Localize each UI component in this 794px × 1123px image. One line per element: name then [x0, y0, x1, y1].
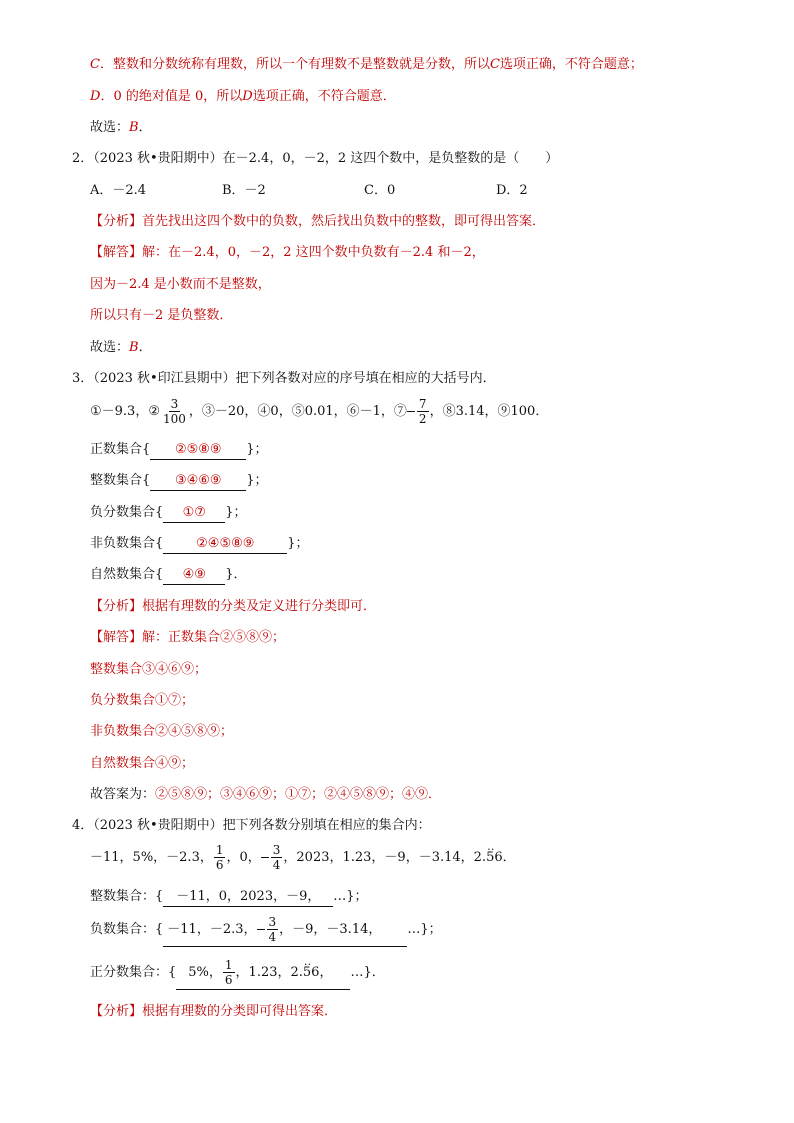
- q3-set-non-negative: 非负数集合{ ②④⑤⑧⑨ }；: [90, 535, 309, 554]
- q4-numbers: －11，5%，－2.3， $\frac{1}{6}$ ，0， $\frac{3}{4}$ ，2023，1.23，－9，－3.14，2.‥ 56．: [90, 842, 516, 874]
- q4-set-positive-fraction: 正分数集合：{ 5%， $\frac{1}{6}$ ，1.23，2.‥ 56， …}．: [90, 957, 385, 990]
- q3-set-natural: 自然数集合{ ④⑨ }．: [90, 566, 247, 585]
- q2-option-d: D．2: [496, 183, 528, 198]
- q4-analysis: 【分析】根据有理数的分类即可得出答案．: [90, 1004, 338, 1019]
- q2-analysis: 【分析】首先找出这四个数中的负数，然后找出负数中的整数，即可得出答案．: [90, 214, 546, 229]
- q3-set-integer: 整数集合{ ③④⑥⑨ }；: [90, 472, 268, 491]
- q3-set-negative-fraction: 负分数集合{ ①⑦ }；: [90, 504, 247, 523]
- q3-fraction-2: $\frac{7}{2}$: [407, 397, 430, 426]
- q3-solution-3: 负分数集合①⑦；: [90, 693, 195, 708]
- q4-set-integer: 整数集合：{ －11，0，2023，－9， …}；: [90, 888, 368, 907]
- q2-solution-3: 所以只有－2 是负整数．: [90, 308, 233, 323]
- option-c-explanation: C．整数和分数统称有理数，所以一个有理数不是整数就是分数，所以C选项正确，不符合题意；: [90, 57, 643, 72]
- q2-solution-2: 因为－2.4 是小数而不是整数，: [90, 277, 271, 292]
- q2-answer: 故选：B．: [90, 340, 152, 355]
- q3-fraction-1: $\frac{3}{100}$: [162, 397, 186, 426]
- q2-option-b: B．－2: [222, 183, 266, 198]
- q4-set-negative: 负数集合：{ －11，－2.3， $\frac{3}{4}$ ，－9，－3.14， …}；: [90, 914, 442, 947]
- q3-set-positive: 正数集合{ ②⑤⑧⑨ }；: [90, 441, 268, 460]
- q2-option-a: A．－2.4: [90, 183, 147, 198]
- q3-numbers: ①－9.3，② $\frac{3}{100}$ ，③－20，④0，⑤0.01，⑥－1，⑦ $\frac{7}{2}$ ，⑧3.14，⑨100．: [90, 397, 549, 426]
- q3-analysis: 【分析】根据有理数的分类及定义进行分类即可．: [90, 599, 377, 614]
- q3-answer: 故答案为：②⑤⑧⑨；③④⑥⑨；①⑦；②④⑤⑧⑨；④⑨．: [90, 787, 442, 802]
- q3-solution-2: 整数集合③④⑥⑨；: [90, 662, 208, 677]
- q4-fraction-1: $\frac{1}{6}$: [215, 843, 224, 872]
- q2-solution-1: 【解答】解：在－2.4，0，－2，2 这四个数中负数有－2.4 和－2，: [90, 245, 485, 260]
- q2-option-c: C．0: [364, 183, 396, 198]
- prev-answer: 故选：B．: [90, 120, 152, 135]
- q4-set-positive-fraction-fill: 5%， $\frac{1}{6}$ ，1.23，2.‥ 56，: [176, 957, 350, 990]
- q4-fraction-2: $\frac{3}{4}$: [261, 843, 284, 872]
- q3-solution-1: 【解答】解：正数集合②⑤⑧⑨；: [90, 630, 286, 645]
- q3-stem: 3．（2023 秋•印江县期中）把下列各数对应的序号填在相应的大括号内．: [72, 371, 496, 386]
- q4-stem: 4．（2023 秋•贵阳期中）把下列各数分别填在相应的集合内：: [72, 818, 431, 833]
- q2-stem: 2．（2023 秋•贵阳期中）在－2.4，0，－2，2 这四个数中，是负整数的是（ ）: [72, 151, 559, 166]
- repeating-decimal: ‥ 56: [486, 842, 503, 874]
- q3-solution-4: 非负数集合②④⑤⑧⑨；: [90, 724, 234, 739]
- q4-set-negative-fill: －11，－2.3， $\frac{3}{4}$ ，－9，－3.14，: [163, 914, 407, 947]
- q3-solution-5: 自然数集合④⑨；: [90, 756, 195, 771]
- option-d-explanation: D．0 的绝对值是 0，所以D选项正确，不符合题意．: [90, 89, 396, 104]
